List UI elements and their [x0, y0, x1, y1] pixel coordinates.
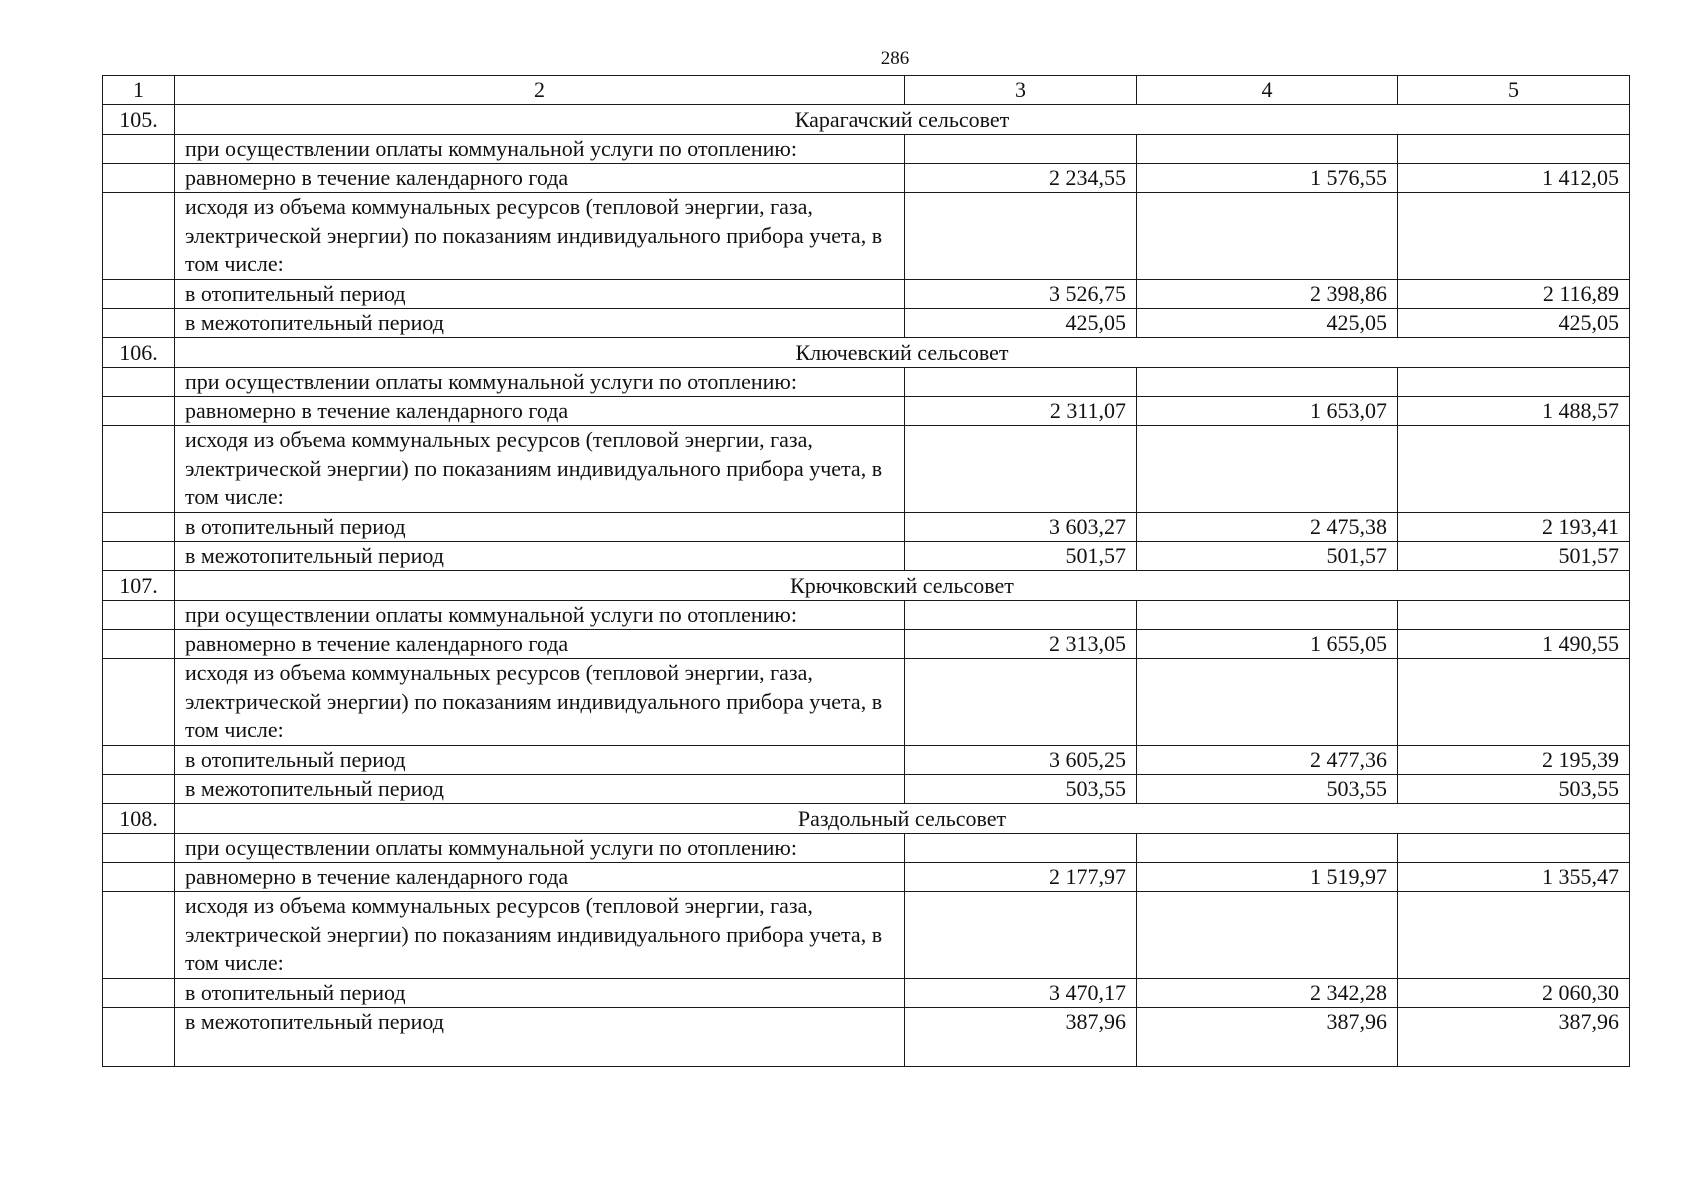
row-number-cell [103, 309, 175, 338]
row-number-cell [103, 397, 175, 426]
value-col-4: 503,55 [1137, 775, 1398, 804]
section-title: Раздольный сельсовет [175, 804, 1630, 834]
value-col-3 [905, 426, 1137, 513]
value-col-4 [1137, 659, 1398, 746]
table-row [103, 630, 1630, 659]
value-col-3 [905, 659, 1137, 746]
row-label: в межотопительный период [175, 309, 905, 338]
value-col-4: 1 655,05 [1137, 630, 1398, 659]
row-number-cell [103, 834, 175, 863]
value-col-4: 425,05 [1137, 309, 1398, 338]
row-number-cell [103, 426, 175, 513]
value-col-4 [1137, 601, 1398, 630]
table-row [103, 426, 1630, 513]
column-number: 5 [1398, 76, 1630, 105]
value-col-5: 1 355,47 [1398, 863, 1630, 892]
table-row [103, 659, 1630, 746]
row-label: равномерно в течение календарного года [175, 630, 905, 659]
column-number: 2 [175, 76, 905, 105]
page-number: 286 [880, 48, 910, 69]
row-label: при осуществлении оплаты коммунальной услуги по отоплению: [175, 601, 905, 630]
value-col-5 [1398, 368, 1630, 397]
row-label: исходя из объема коммунальных ресурсов (тепловой энергии, газа, электрической энергии) по показаниям индивидуального прибора учета, в том числе: [175, 892, 905, 979]
value-col-4: 2 477,36 [1137, 746, 1398, 775]
table-row [103, 979, 1630, 1008]
table-row [103, 775, 1630, 804]
value-col-4 [1137, 892, 1398, 979]
value-col-4: 2 342,28 [1137, 979, 1398, 1008]
value-col-5: 1 488,57 [1398, 397, 1630, 426]
row-number-cell [103, 863, 175, 892]
value-col-5 [1398, 659, 1630, 746]
value-col-3: 3 526,75 [905, 280, 1137, 309]
value-col-5 [1398, 135, 1630, 164]
section-number: 105. [103, 105, 175, 135]
value-col-3: 3 605,25 [905, 746, 1137, 775]
value-col-3: 503,55 [905, 775, 1137, 804]
column-number-row [103, 76, 1630, 105]
row-label: исходя из объема коммунальных ресурсов (тепловой энергии, газа, электрической энергии) по показаниям индивидуального прибора учета, в том числе: [175, 193, 905, 280]
row-label: исходя из объема коммунальных ресурсов (тепловой энергии, газа, электрической энергии) по показаниям индивидуального прибора учета, в том числе: [175, 426, 905, 513]
section-title: Карагачский сельсовет [175, 105, 1630, 135]
row-label: при осуществлении оплаты коммунальной услуги по отоплению: [175, 834, 905, 863]
row-label: в отопительный период [175, 979, 905, 1008]
row-label: в отопительный период [175, 746, 905, 775]
value-col-3 [905, 892, 1137, 979]
row-label: в отопительный период [175, 513, 905, 542]
row-number-cell [103, 280, 175, 309]
table-row [103, 542, 1630, 571]
value-col-4: 1 653,07 [1137, 397, 1398, 426]
column-number: 1 [103, 76, 175, 105]
row-number-cell [103, 659, 175, 746]
value-col-5: 387,96 [1398, 1008, 1630, 1067]
value-col-3: 2 311,07 [905, 397, 1137, 426]
tariff-table [102, 75, 1630, 1067]
column-number: 3 [905, 76, 1137, 105]
section-title: Ключевский сельсовет [175, 338, 1630, 368]
section-header-row [103, 804, 1630, 834]
row-number-cell [103, 746, 175, 775]
row-number-cell [103, 164, 175, 193]
table-row [103, 863, 1630, 892]
value-col-3: 425,05 [905, 309, 1137, 338]
value-col-3: 501,57 [905, 542, 1137, 571]
section-title: Крючковский сельсовет [175, 571, 1630, 601]
value-col-4 [1137, 834, 1398, 863]
value-col-5: 2 195,39 [1398, 746, 1630, 775]
row-label: в отопительный период [175, 280, 905, 309]
row-number-cell [103, 892, 175, 979]
value-col-3: 387,96 [905, 1008, 1137, 1067]
row-number-cell [103, 135, 175, 164]
value-col-3: 3 470,17 [905, 979, 1137, 1008]
section-number: 106. [103, 338, 175, 368]
table-body [103, 76, 1630, 1067]
value-col-4: 387,96 [1137, 1008, 1398, 1067]
table-row [103, 834, 1630, 863]
value-col-5: 1 412,05 [1398, 164, 1630, 193]
value-col-5: 425,05 [1398, 309, 1630, 338]
value-col-5: 2 060,30 [1398, 979, 1630, 1008]
value-col-4 [1137, 135, 1398, 164]
value-col-4: 2 475,38 [1137, 513, 1398, 542]
row-label: при осуществлении оплаты коммунальной услуги по отоплению: [175, 368, 905, 397]
value-col-3 [905, 193, 1137, 280]
section-header-row [103, 571, 1630, 601]
row-number-cell [103, 775, 175, 804]
row-label: в межотопительный период [175, 1008, 905, 1067]
row-number-cell [103, 630, 175, 659]
value-col-5: 2 116,89 [1398, 280, 1630, 309]
value-col-5: 1 490,55 [1398, 630, 1630, 659]
value-col-3: 2 234,55 [905, 164, 1137, 193]
table-row [103, 193, 1630, 280]
table-row [103, 513, 1630, 542]
value-col-3 [905, 135, 1137, 164]
table-row [103, 280, 1630, 309]
table-row [103, 601, 1630, 630]
value-col-4 [1137, 368, 1398, 397]
table-row [103, 135, 1630, 164]
value-col-3: 2 177,97 [905, 863, 1137, 892]
row-label: в межотопительный период [175, 542, 905, 571]
value-col-5 [1398, 834, 1630, 863]
value-col-3 [905, 368, 1137, 397]
row-number-cell [103, 542, 175, 571]
value-col-4: 1 519,97 [1137, 863, 1398, 892]
row-label: равномерно в течение календарного года [175, 863, 905, 892]
value-col-3: 3 603,27 [905, 513, 1137, 542]
value-col-4: 2 398,86 [1137, 280, 1398, 309]
table-row [103, 746, 1630, 775]
table-row [103, 1008, 1630, 1067]
row-number-cell [103, 979, 175, 1008]
value-col-3 [905, 834, 1137, 863]
value-col-5: 501,57 [1398, 542, 1630, 571]
table-row [103, 397, 1630, 426]
row-number-cell [103, 601, 175, 630]
value-col-4: 501,57 [1137, 542, 1398, 571]
value-col-4 [1137, 426, 1398, 513]
section-number: 107. [103, 571, 175, 601]
value-col-5 [1398, 892, 1630, 979]
table-row [103, 164, 1630, 193]
section-header-row [103, 105, 1630, 135]
row-number-cell [103, 193, 175, 280]
row-label: равномерно в течение календарного года [175, 164, 905, 193]
row-label: при осуществлении оплаты коммунальной услуги по отоплению: [175, 135, 905, 164]
table-row [103, 309, 1630, 338]
section-number: 108. [103, 804, 175, 834]
value-col-5 [1398, 193, 1630, 280]
row-label: равномерно в течение календарного года [175, 397, 905, 426]
row-label: в межотопительный период [175, 775, 905, 804]
value-col-5 [1398, 601, 1630, 630]
section-header-row [103, 338, 1630, 368]
value-col-4 [1137, 193, 1398, 280]
row-number-cell [103, 513, 175, 542]
value-col-5 [1398, 426, 1630, 513]
column-number: 4 [1137, 76, 1398, 105]
table-row [103, 892, 1630, 979]
table-row [103, 368, 1630, 397]
value-col-4: 1 576,55 [1137, 164, 1398, 193]
row-number-cell [103, 1008, 175, 1067]
value-col-5: 2 193,41 [1398, 513, 1630, 542]
row-number-cell [103, 368, 175, 397]
value-col-3: 2 313,05 [905, 630, 1137, 659]
row-label: исходя из объема коммунальных ресурсов (тепловой энергии, газа, электрической энергии) по показаниям индивидуального прибора учета, в том числе: [175, 659, 905, 746]
value-col-5: 503,55 [1398, 775, 1630, 804]
value-col-3 [905, 601, 1137, 630]
